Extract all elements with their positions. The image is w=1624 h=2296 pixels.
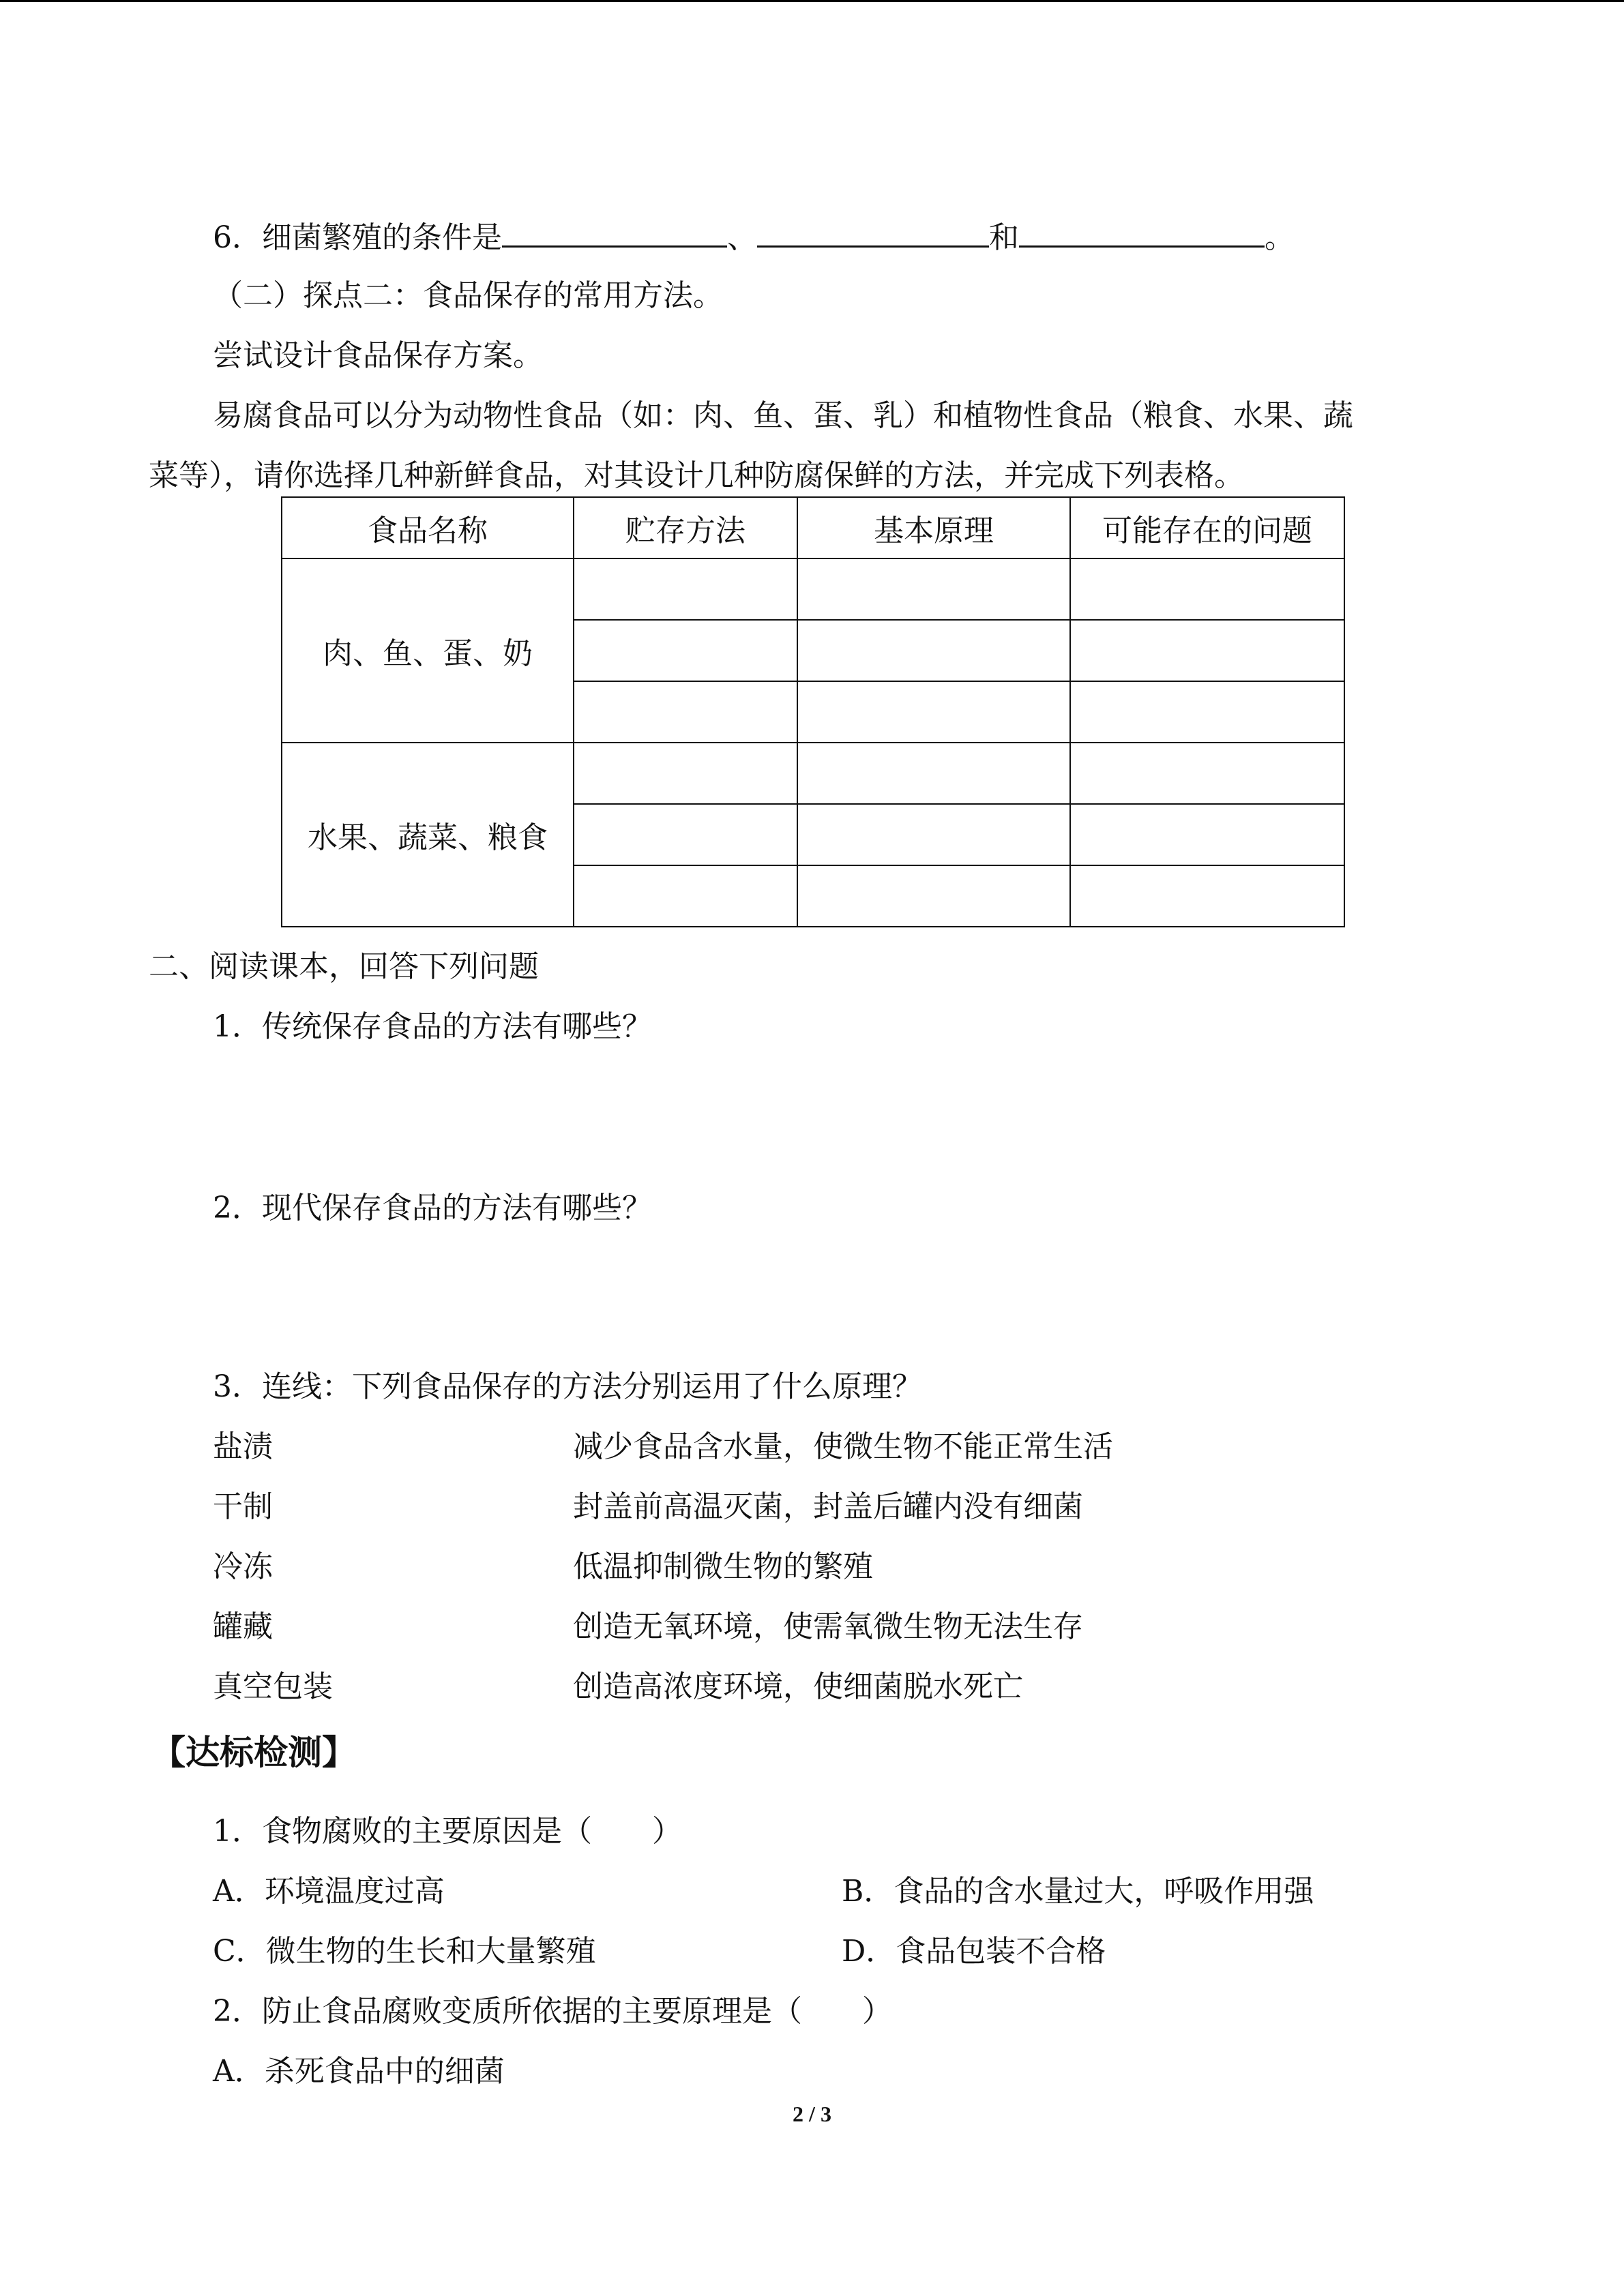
- table-cell[interactable]: [797, 865, 1070, 927]
- table-cell[interactable]: [1070, 743, 1344, 804]
- check-question-1-stem: 1．食物腐败的主要原因是（ ）: [213, 1814, 682, 1849]
- header-food-name: 食品名称: [282, 497, 574, 558]
- match-left-item[interactable]: 罐藏: [213, 1609, 273, 1644]
- table-cell[interactable]: [797, 681, 1070, 743]
- top-border-line: [0, 0, 1624, 2]
- table-cell[interactable]: [797, 620, 1070, 681]
- table-cell[interactable]: [797, 558, 1070, 620]
- match-left-item[interactable]: 盐渍: [213, 1429, 273, 1464]
- part2-question-1: 1．传统保存食品的方法有哪些？: [213, 1009, 652, 1044]
- group-plant-foods: 水果、蔬菜、粮食: [282, 743, 574, 927]
- group-animal-foods: 肉、鱼、蛋、奶: [282, 558, 574, 743]
- assessment-heading: 【达标检测】: [151, 1733, 356, 1772]
- match-right-item[interactable]: 创造无氧环境，使需氧微生物无法生存: [573, 1609, 1083, 1644]
- check-q1-option-b[interactable]: B．食品的含水量过大，呼吸作用强: [842, 1874, 1314, 1909]
- part2-title: 二、阅读课本，回答下列问题: [149, 949, 539, 984]
- table-cell[interactable]: [574, 743, 797, 804]
- task-instruction: 尝试设计食品保存方案。: [213, 338, 543, 373]
- check-q1-option-d[interactable]: D．食品包装不合格: [842, 1934, 1106, 1969]
- match-left-item[interactable]: 干制: [213, 1489, 273, 1524]
- intro-paragraph-line-1: 易腐食品可以分为动物性食品（如：肉、鱼、蛋、乳）和植物性食品（粮食、水果、蔬: [213, 398, 1353, 433]
- check-q1-option-c[interactable]: C．微生物的生长和大量繁殖: [213, 1934, 596, 1969]
- table-cell[interactable]: [574, 558, 797, 620]
- period: 。: [1265, 220, 1295, 255]
- intro-paragraph-line-2: 菜等），请你选择几种新鲜食品，对其设计几种防腐保鲜的方法，并完成下列表格。: [149, 458, 1244, 493]
- match-right-item[interactable]: 创造高浓度环境，使细菌脱水死亡: [573, 1669, 1023, 1704]
- answer-blank-2[interactable]: [757, 215, 989, 248]
- question-6-text: 6．细菌繁殖的条件是: [213, 220, 502, 255]
- check-q2-option-a[interactable]: A．杀死食品中的细菌: [213, 2054, 505, 2089]
- match-left-item[interactable]: 冷冻: [213, 1549, 273, 1584]
- table-cell[interactable]: [1070, 865, 1344, 927]
- table-cell[interactable]: [574, 620, 797, 681]
- storage-design-table: [281, 496, 1345, 927]
- table-cell[interactable]: [797, 743, 1070, 804]
- answer-blank-1[interactable]: [502, 215, 727, 248]
- match-left-item[interactable]: 真空包装: [213, 1669, 333, 1704]
- answer-blank-3[interactable]: [1019, 215, 1265, 248]
- header-basic-principle: 基本原理: [797, 497, 1070, 558]
- table-cell[interactable]: [574, 865, 797, 927]
- match-right-item[interactable]: 减少食品含水量，使微生物不能正常生活: [573, 1429, 1113, 1464]
- table-row: [282, 558, 1344, 620]
- separator: 、: [727, 220, 757, 255]
- table-row: [282, 743, 1344, 804]
- part2-question-3: 3．连线：下列食品保存的方法分别运用了什么原理？: [213, 1369, 922, 1404]
- table-cell[interactable]: [574, 804, 797, 865]
- table-cell[interactable]: [797, 804, 1070, 865]
- header-storage-method: 贮存方法: [574, 497, 797, 558]
- conjunction: 和: [989, 220, 1019, 255]
- section-subheading: （二）探点二：食品保存的常用方法。: [213, 278, 723, 313]
- part2-question-2: 2．现代保存食品的方法有哪些？: [213, 1191, 652, 1225]
- table-cell[interactable]: [1070, 804, 1344, 865]
- page-number: 2 / 3: [793, 2102, 831, 2126]
- match-right-item[interactable]: 封盖前高温灭菌，封盖后罐内没有细菌: [573, 1489, 1083, 1524]
- match-right-item[interactable]: 低温抑制微生物的繁殖: [573, 1549, 873, 1584]
- header-possible-problems: 可能存在的问题: [1070, 497, 1344, 558]
- check-question-2-stem: 2．防止食品腐败变质所依据的主要原理是（ ）: [213, 1994, 892, 2029]
- table-header-row: [282, 497, 1344, 558]
- table-cell[interactable]: [1070, 620, 1344, 681]
- table-cell[interactable]: [1070, 681, 1344, 743]
- table-cell[interactable]: [574, 681, 797, 743]
- table-cell[interactable]: [1070, 558, 1344, 620]
- question-6: [213, 215, 1295, 258]
- check-q1-option-a[interactable]: A．环境温度过高: [213, 1874, 445, 1909]
